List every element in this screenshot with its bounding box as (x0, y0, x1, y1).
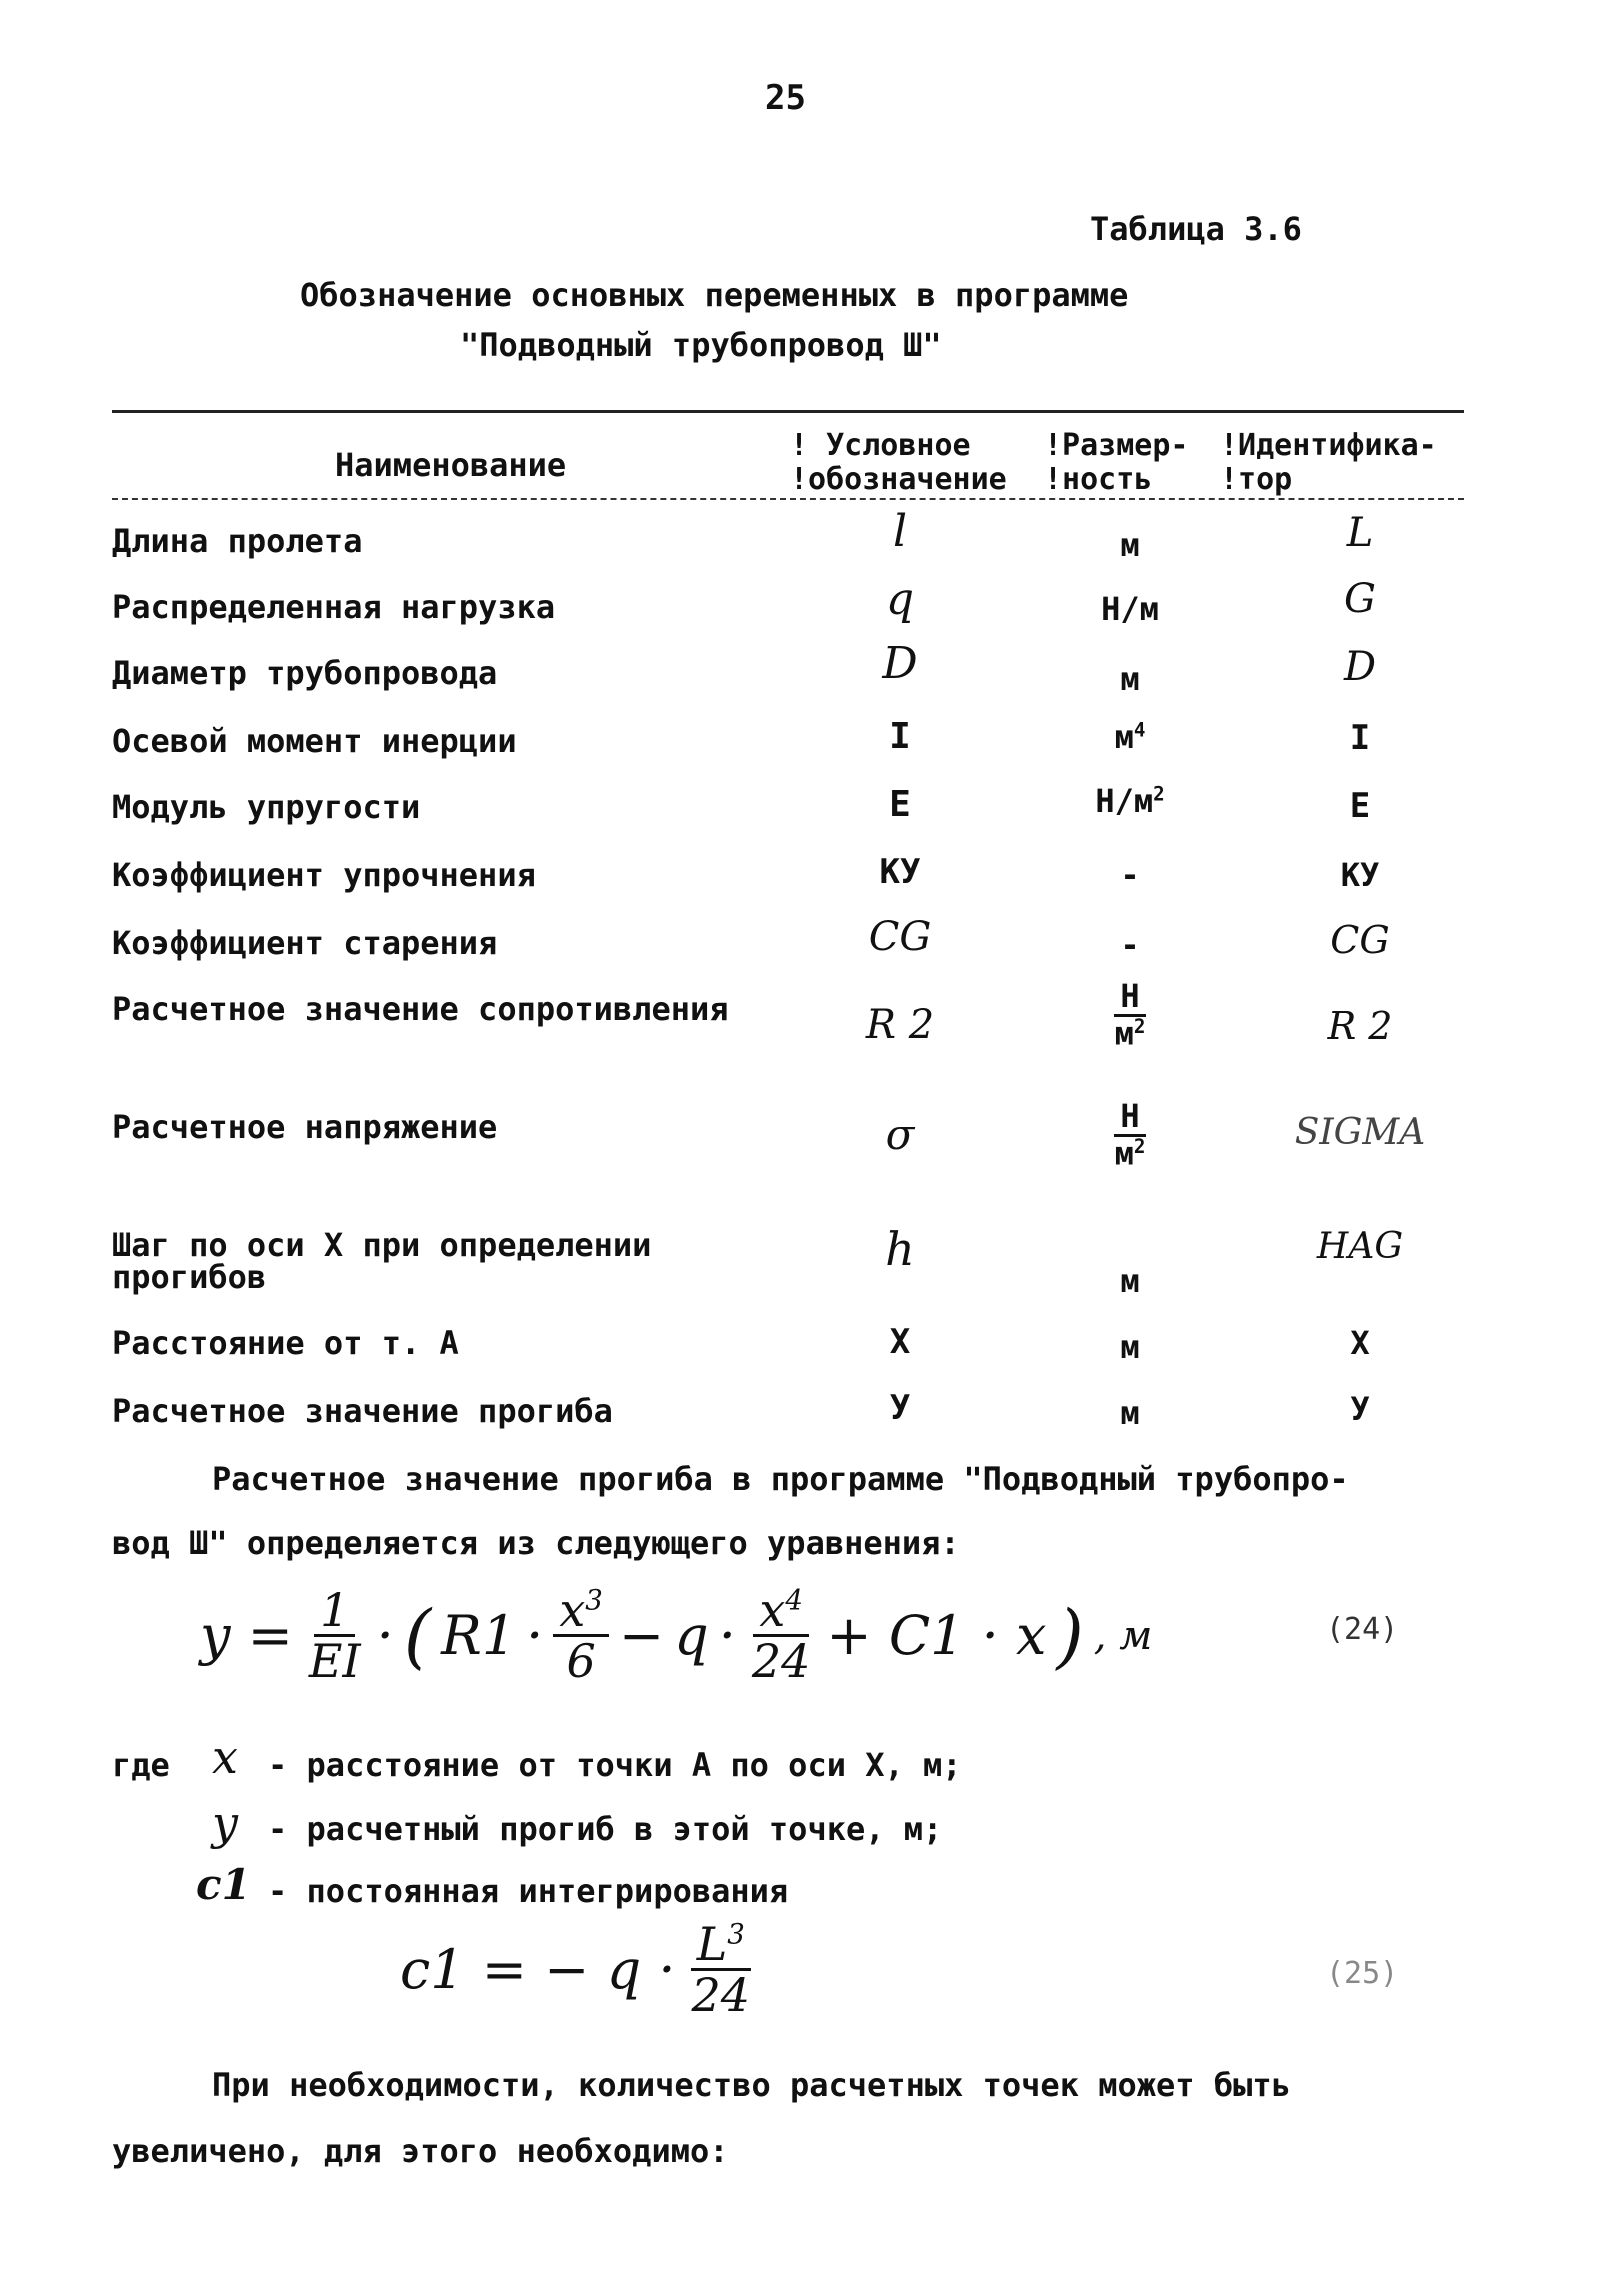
row-10-name-line1: Шаг по оси Х при определении (112, 1226, 652, 1264)
row-6-id: КУ (1340, 856, 1380, 894)
paragraph-2-line1: При необходимости, количество расчетных точек может быть (212, 2066, 1291, 2104)
row-6-dim: - (1120, 856, 1140, 894)
row-8-dim: $\frac{Н}{м^2}$ (1114, 977, 1146, 1053)
equation-24: y = $\frac{1}{EI}$ · ( R1 · $\frac{x^3}{6}$ − q · $\frac{x^4}{24}$ + C1 · x ) , м (200, 1583, 1153, 1689)
paragraph-1-line1: Расчетное значение прогиба в программе "Подводный трубопро- (212, 1460, 1349, 1498)
row-11-dim: м (1120, 1328, 1140, 1366)
row-5-name: Модуль упругости (112, 788, 421, 826)
row-7-symbol: CG (868, 914, 932, 960)
table-label: Таблица 3.6 (1090, 210, 1302, 248)
paragraph-1-line2: вод Ш" определяется из следующего уравнения: (112, 1524, 960, 1562)
row-8-id: R 2 (1327, 1004, 1393, 1048)
header-name: Наименование (335, 446, 567, 484)
eq25-frac: $\frac{L^3}{24}$ (691, 1917, 751, 2023)
row-1-name: Длина пролета (112, 522, 363, 560)
eq24-frac3: $\frac{x^4}{24}$ (751, 1583, 811, 1689)
row-8-symbol: R 2 (865, 1002, 935, 1048)
row-11-symbol: X (889, 1322, 911, 1362)
def-y-symbol: y (212, 1796, 238, 1850)
row-5-id: E (1349, 786, 1371, 826)
table-caption-line1: Обозначение основных переменных в программе (300, 276, 1129, 314)
header-dim-2: !ность (1044, 462, 1153, 497)
row-2-dim: Н/м (1101, 590, 1159, 628)
def-c1-text: - постоянная интегрирования (268, 1872, 789, 1910)
row-9-name: Расчетное напряжение (112, 1108, 498, 1146)
eq24-lhs: y = (200, 1604, 293, 1668)
row-7-id: CG (1330, 918, 1390, 962)
row-12-name: Расчетное значение прогиба (112, 1392, 613, 1430)
row-4-id: I (1349, 718, 1371, 758)
equation-25: c1 = − q · $\frac{L^3}{24}$ (400, 1920, 756, 2020)
page-number: 25 (765, 78, 806, 118)
equation-25-number: (25) (1326, 1956, 1399, 1991)
row-12-id: У (1350, 1390, 1370, 1428)
table-caption-line2: "Подводный трубопровод Ш" (460, 326, 942, 364)
row-7-name: Коэффициент старения (112, 924, 498, 962)
def-y-text: - расчетный прогиб в этой точке, м; (268, 1810, 943, 1848)
row-1-symbol: l (892, 506, 908, 557)
table-top-rule (112, 410, 1464, 413)
def-x-text: - расстояние от точки А по оси Х, м; (268, 1746, 962, 1784)
eq24-frac1: $\frac{1}{EI}$ (308, 1583, 361, 1689)
row-1-dim: м (1120, 526, 1140, 564)
row-3-name: Диаметр трубопровода (112, 654, 498, 692)
row-6-name: Коэффициент упрочнения (112, 856, 536, 894)
row-3-id: D (1343, 644, 1377, 690)
row-10-id: HAG (1316, 1226, 1404, 1267)
row-10-name-line2: прогибов (112, 1258, 267, 1296)
header-symbol-1: ! Условное (790, 428, 971, 463)
row-11-id: X (1350, 1324, 1370, 1362)
paragraph-2-line2: увеличено, для этого необходимо: (112, 2132, 729, 2170)
row-4-dim: $м^4$ (1114, 718, 1146, 756)
row-11-name: Расстояние от т. А (112, 1324, 459, 1362)
row-3-dim: м (1120, 660, 1140, 698)
row-2-symbol: q (885, 574, 915, 625)
row-1-id: L (1346, 510, 1374, 556)
def-x-symbol: x (212, 1730, 238, 1784)
header-dim-1: !Размер- (1044, 428, 1189, 463)
header-id-1: !Идентифика- (1220, 428, 1437, 463)
row-8-name: Расчетное значение сопротивления (112, 990, 729, 1028)
row-7-dim: - (1120, 926, 1140, 964)
row-10-dim: м (1120, 1262, 1140, 1300)
row-2-id: G (1344, 576, 1376, 622)
row-4-name: Осевой момент инерции (112, 722, 517, 760)
header-id-2: !тор (1220, 462, 1293, 497)
row-4-symbol: I (889, 716, 911, 757)
row-6-symbol: КУ (879, 852, 921, 892)
row-3-symbol: D (882, 638, 918, 689)
eq24-frac2: $\frac{x^3}{6}$ (553, 1586, 609, 1686)
equation-24-number: (24) (1326, 1612, 1399, 1647)
row-5-symbol: E (889, 784, 911, 825)
where-word: где (112, 1746, 170, 1784)
header-symbol-2: !обозначение (790, 462, 1007, 497)
def-c1-symbol: c1 (196, 1860, 251, 1909)
row-12-symbol: У (889, 1388, 911, 1428)
row-2-name: Распределенная нагрузка (112, 588, 556, 626)
row-10-symbol: h (885, 1222, 915, 1276)
row-9-symbol: σ (885, 1110, 915, 1159)
row-9-dim: $\frac{Н}{м^2}$ (1114, 1097, 1146, 1173)
row-9-id: SIGMA (1294, 1112, 1426, 1153)
row-5-dim: $Н/м^2$ (1095, 782, 1165, 820)
row-12-dim: м (1120, 1394, 1140, 1432)
table-header-rule (112, 498, 1464, 500)
